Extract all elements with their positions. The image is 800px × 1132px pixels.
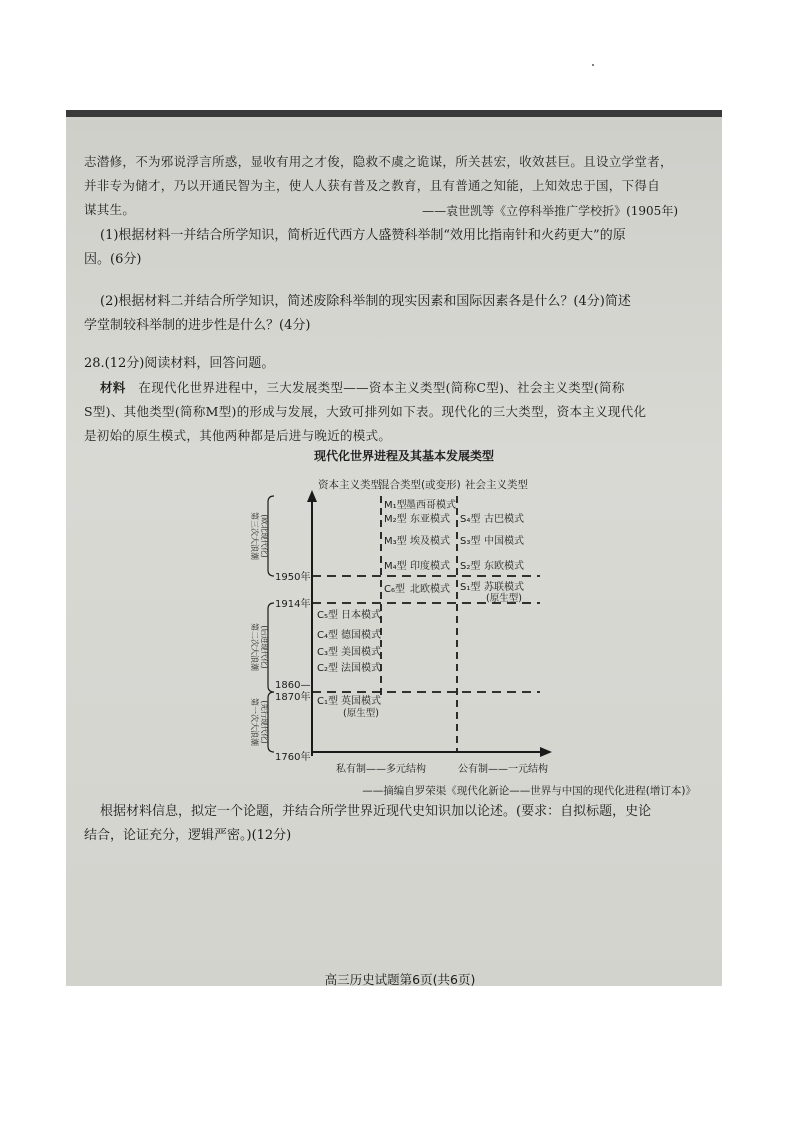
diagram-title: 现代化世界进程及其基本发展类型 [313,449,495,463]
material2-source: ——袁世凯等《立停科举推广学校折》(1905年) [422,204,678,218]
wave-first-sub: (先行现代化) [260,700,269,744]
question28-material-line2: S型)、其他类型(简称M型)的形成与发展，大致可排列如下表。现代化的三大类型，资本主义现代化 [84,404,647,419]
c3-code: C₃型 [317,647,338,658]
m2-name: 东亚模式 [410,514,450,525]
scan-speck [592,64,594,66]
c6-name: 北欧模式 [410,584,450,595]
s3-code: S₃型 [460,536,481,547]
modernization-diagram [0,440,800,800]
c1-name: 英国模式 [341,696,381,707]
wave-third-label: 第三次大浪潮 [250,512,259,560]
question28-task-line1: 根据材料信息，拟定一个论题，并结合所学世界近现代史知识加以论述。(要求：自拟标题，史论 [100,804,652,819]
s4-code: S₄型 [460,514,481,525]
c2-code: C₂型 [317,663,338,674]
wave-first-label: 第一次大浪潮 [250,698,259,746]
year-1860: 1860— [275,680,311,691]
s1-code: S₁型 [460,582,481,593]
wave-second-sub: (后进现代化) [260,625,269,669]
question28-material-line3: 是初始的原生模式，其他两种都是后进与晚近的模式。 [84,428,392,443]
material2-line3: 谋其生。 [84,202,136,217]
s2-code: S₂型 [460,561,481,572]
c2-name: 法国模式 [341,663,381,674]
question28-material-line1 [100,376,684,400]
m3-name: 埃及模式 [410,536,450,547]
question28-header: 28.(12分)阅读材料，回答问题。 [84,356,275,371]
c6-code: C₆型 [384,584,405,595]
material2-line2: 并非专为储才，乃以开通民智为主，使人人获有普及之教育，且有普通之知能，上知效忠于国，下得自 [84,178,661,193]
year-1760: 1760年 [275,752,311,763]
question28-task-line2: 结合，论证充分，逻辑严密。)(12分) [84,828,292,843]
wave-second-label: 第二次大浪潮 [250,623,259,671]
year-1914: 1914年 [275,599,311,610]
m2-code: M₂型 [384,514,407,525]
question1-line2: 因。(6分) [84,252,142,267]
vertical-axis-arrow [307,490,317,502]
material-text: 在现代化世界进程中，三大发展类型——资本主义类型(简称C型)、社会主义类型(简称 [138,380,625,395]
m3-code: M₃型 [384,536,407,547]
page-footer: 高三历史试题第6页(共6页) [324,972,476,987]
horizontal-axis-arrow [540,747,552,757]
header-mixed: 混合类型(或变形) [379,479,461,491]
m1-name: 墨西哥模式 [406,500,456,511]
m4-code: M₄型 [384,561,407,572]
material-label: 材料 [100,380,126,395]
axis-left-caption: 私有制——多元结构 [336,764,426,775]
year-1870: 1870年 [275,692,311,703]
header-socialist: 社会主义类型 [465,479,528,491]
question2-line2: 学堂制较科举制的进步性是什么？(4分) [84,318,311,333]
c5-name: 日本模式 [341,610,381,621]
header-capitalist: 资本主义类型 [318,479,381,491]
question1-line1: (1)根据材料一并结合所学知识，简析近代西方人盛赞科举制“效用比指南针和火药更大”的原 [100,228,626,243]
diagram-citation: ——摘编自罗荣渠《现代化新论——世界与中国的现代化进程(增订本)》 [362,785,696,797]
c1-note: (原生型) [343,708,379,719]
c5-code: C₅型 [317,610,338,621]
m4-name: 印度模式 [410,561,450,572]
s3-name: 中国模式 [484,536,524,547]
s2-name: 东欧模式 [484,561,524,572]
m1-code: M₁型 [384,500,407,511]
wave-third-sub: (欧北现代化) [260,514,269,558]
axis-right-caption: 公有制——一元结构 [458,764,548,775]
c4-code: C₄型 [317,630,338,641]
c4-name: 德国模式 [341,630,381,641]
material2-line1: 志潜修，不为邪说浮言所惑，显收有用之才俊，隐救不虞之诡谋，所关甚宏，收效甚巨。且设立学堂者， [84,154,673,169]
question2-line1: (2)根据材料二并结合所学知识，简述废除科举制的现实因素和国际因素各是什么？(4分)简述 [100,294,631,309]
s1-name: 苏联模式 [484,582,524,593]
c3-name: 美国模式 [341,647,381,658]
c1-code: C₁型 [317,696,338,707]
s1-note: (原生型) [486,593,522,604]
s4-name: 古巴模式 [484,514,524,525]
year-1950: 1950年 [275,572,311,583]
